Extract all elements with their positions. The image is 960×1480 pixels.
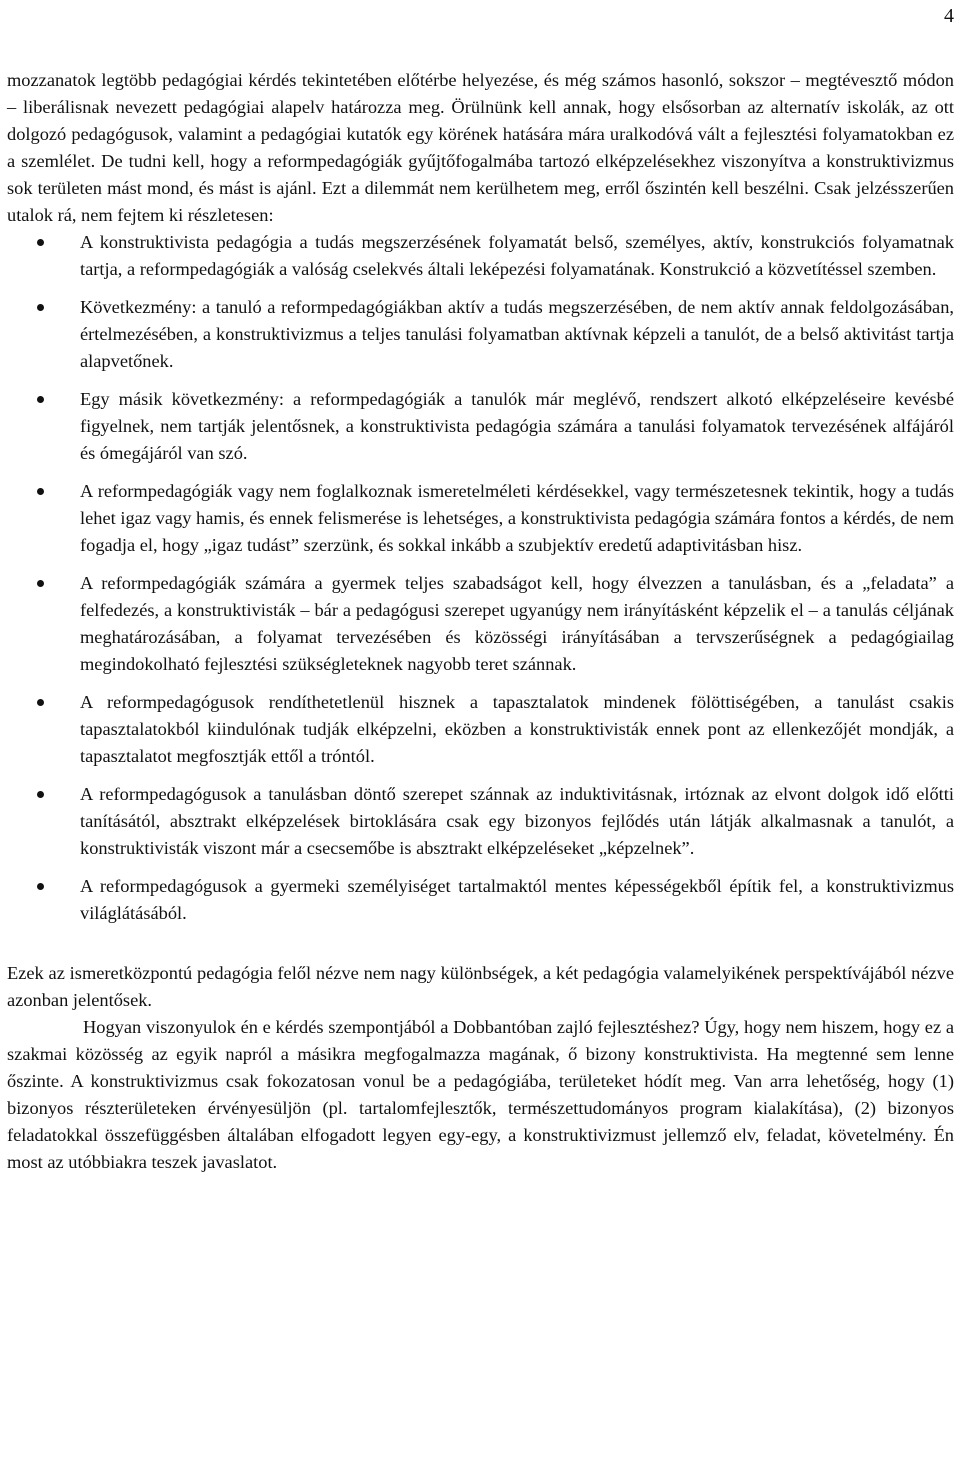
summary-paragraph: Ezek az ismeretközpontú pedagógia felől nézve nem nagy különbségek, a két pedagógia valamelyikének perspektívájából nézve azonban jelentősek. xyxy=(7,963,954,1010)
bullet-item-2: Következmény: a tanuló a reformpedagógiákban aktív a tudás megszerzésében, de nem aktív annak feldolgozásában, értelmezésében, a konstruktivizmus a teljes tanulási folyamatban aktívnak képzeli a tanulót, de a belső aktivitást tartja alapvetőnek. xyxy=(7,294,954,375)
bullet-list xyxy=(7,229,954,927)
bullet-item-8: A reformpedagógusok a gyermeki személyiséget tartalmaktól mentes képességekből építik fel, a konstruktivizmus világlátásából. xyxy=(7,873,954,927)
bullet-item-3: Egy másik következmény: a reformpedagógiák a tanulók már meglévő, rendszert alkotó elképzeléseire kevésbé figyelnek, nem tartják jelentősnek, a konstruktivista pedagógia számára a tanulási folyamatok tervezésének alfájáról és ómegájáról van szó. xyxy=(7,386,954,467)
closing-paragraph: Hogyan viszonyulok én e kérdés szempontjából a Dobbantóban zajló fejlesztéshez? Úgy, hogy nem hiszem, hogy ez a szakmai közösség az egyik napról a másikra megfogalmazza magának, ő bizony konstruktivista. Ha megtenné sem lenne őszinte. A konstruktivizmus csak fokozatosan vonul be a pedagógiába, területeket hódít meg. Van arra lehetőség, hogy (1) bizonyos részterületeken érvényesüljön (pl. tartalomfejlesztők, természettudományos program kialakítása), (2) bizonyos feladatokkal összefüggésben általában elfogadott legyen egy-egy, a konstruktivizmust jellemző elv, feladat, követelmény. Én most az utóbbiakra teszek javaslatot. xyxy=(7,1017,954,1172)
document-body xyxy=(7,67,954,1176)
bullet-item-7: A reformpedagógusok a tanulásban döntő szerepet szánnak az induktivitásnak, irtóznak az elvont dolgok idő előtti tanításától, absztrakt elképzelések birtoklására csak egy bizonyos fejlődés után látják alkalmasnak a tanulót, a konstruktivisták viszont már a csecsemőbe is absztrakt elképzeléseket „képzelnek”. xyxy=(7,781,954,862)
bullet-item-1: A konstruktivista pedagógia a tudás megszerzésének folyamatát belső, személyes, aktív, konstrukciós folyamatnak tartja, a reformpedagógiák a valóság cselekvés általi leképezési folyamatának. Konstrukció a közvetítéssel szemben. xyxy=(7,229,954,283)
bullet-item-5: A reformpedagógiák számára a gyermek teljes szabadságot kell, hogy élvezzen a tanulásban, és a „feladata” a felfedezés, a konstruktivisták – bár a pedagógusi szerepet ugyanúgy nem irányításként képzelik el – a tanulás céljának meghatározásában, a folyamat tervezésében és közösségi irányításában a tervszerűségnek a pedagógiailag megindokolható fejlesztési szükségleteknek nagyobb teret szánnak. xyxy=(7,570,954,678)
page-number: 4 xyxy=(944,5,954,27)
bullet-item-6: A reformpedagógusok rendíthetetlenül hisznek a tapasztalatok mindenek fölöttiségében, a tanulást csakis tapasztalatokból kiindulónak tudják elképzelni, eközben a konstruktivisták ennek pont az ellenkezőjét mondják, a tapasztalatot megfosztják ettől a tróntól. xyxy=(7,689,954,770)
bullet-item-4: A reformpedagógiák vagy nem foglalkoznak ismeretelméleti kérdésekkel, vagy természetesnek tekintik, hogy a tudás lehet igaz vagy hamis, és ennek felismerése is lehetséges, a konstruktivista pedagógia számára fontos a kérdés, de nem fogadja el, hogy „igaz tudást” szerzünk, és sokkal inkább a szubjektív eredetű adaptivitásban hisz. xyxy=(7,478,954,559)
intro-paragraph: mozzanatok legtöbb pedagógiai kérdés tekintetében előtérbe helyezése, és még számos hasonló, sokszor – megtévesztő módon – liberálisnak nevezett pedagógiai alapelv határozza meg. Örülnünk kell annak, hogy elsősorban az alternatív iskolák, az ott dolgozó pedagógusok, valamint a pedagógiai kutatók egy körének hatására mára uralkodóvá vált a fejlesztési folyamatokban ez a szemlélet. De tudni kell, hogy a reformpedagógiák gyűjtőfogalmába tartozó elképzelésekhez viszonyítva a konstruktivizmus sok területen mást mond, és mást is ajánl. Ezt a dilemmát nem kerülhetem meg, erről őszintén kell beszélni. Csak jelzésszerűen utalok rá, nem fejtem ki részletesen: xyxy=(7,70,954,225)
